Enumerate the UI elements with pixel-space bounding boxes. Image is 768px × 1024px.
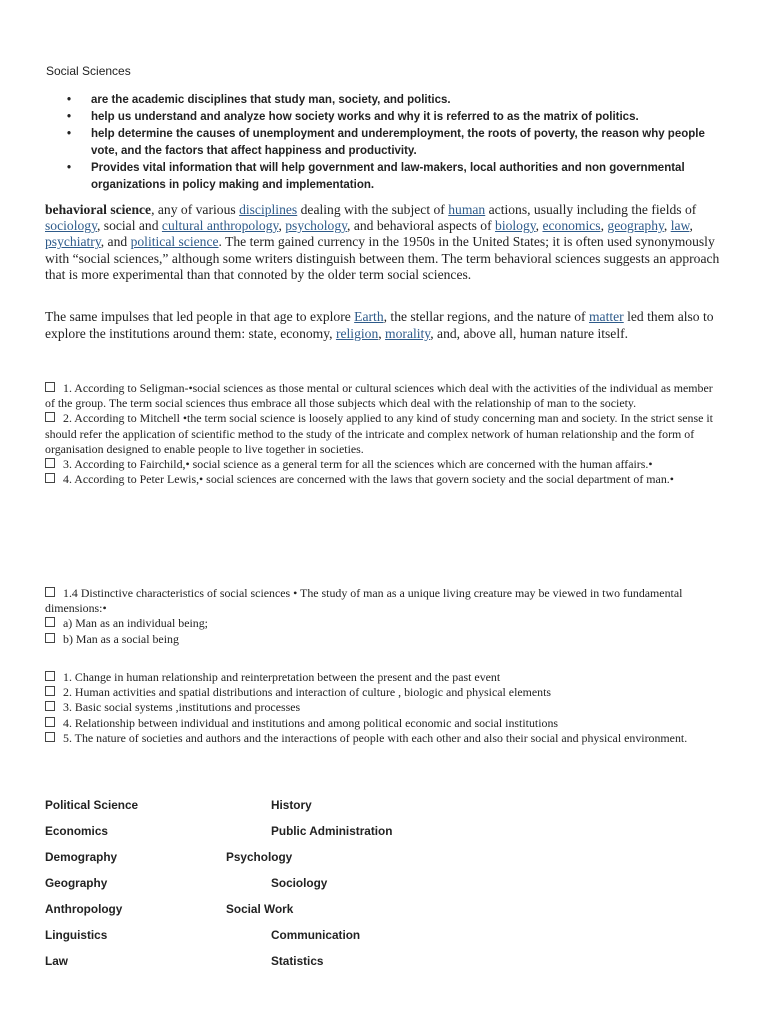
definition-item: 2. According to Mitchell •the term social science is loosely applied to any kind of study concerning man and society. In the strict sense it should refer the application of scientific method to the study of the intricate and complex network of human relationship and the form of organisation designed to enable people to live together in societies. — [45, 411, 713, 456]
bullet-dot-icon: • — [67, 128, 72, 140]
checkbox-icon — [45, 382, 55, 392]
link-psychiatry[interactable]: psychiatry — [45, 234, 101, 250]
bullet-item: • help determine the causes of unemployment and underemployment, the roots of poverty, the reason why people vote, and the factors that affect happiness and productivity. — [67, 128, 705, 157]
discipline-communication: Communication — [271, 928, 361, 942]
definition-item: 3. According to Fairchild,• social science as a general term for all the sciences which are concerned with the human affairs.• — [45, 457, 723, 472]
discipline-geography: Geography — [45, 876, 108, 890]
discipline-sociology: Sociology — [271, 876, 328, 890]
link-disciplines[interactable]: disciplines — [239, 202, 298, 217]
checkbox-icon — [45, 701, 55, 711]
link-psychology[interactable]: psychology — [285, 218, 348, 234]
discipline-economics: Economics — [45, 824, 108, 838]
link-religion[interactable]: religion — [335, 326, 379, 341]
discipline-history: History — [271, 798, 312, 812]
checkbox-icon — [45, 633, 55, 643]
characteristic-item: b) Man as a social being — [45, 632, 723, 647]
dimension-item: 4. Relationship between individual and institutions and among political economic and social institutions — [45, 716, 723, 731]
discipline-statistics: Statistics — [271, 954, 324, 968]
bullet-item: • help us understand and analyze how society works and why it is referred to as the matrix of politics. — [46, 109, 726, 126]
impulses-paragraph: The same impulses that led people in that age to explore Earth, the stellar regions, and the nature of matter led them also to explore the institutions around them: state, economy, religion, morality, and, above all, human nature itself. — [45, 309, 714, 341]
definition-item: 4. According to Peter Lewis,• social sciences are concerned with the laws that govern society and the social department of man.• — [45, 472, 723, 487]
checkbox-icon — [45, 412, 55, 422]
checkbox-icon — [45, 686, 55, 696]
link-morality[interactable]: morality — [385, 326, 431, 341]
link-biology[interactable]: biology — [495, 218, 536, 234]
behavioral-science-paragraph: behavioral science, any of various disciplines dealing with the subject of human actions, usually including the fields of sociology, social and cultural anthropology, psychology, and behavioral aspects of biology, economics, geography, law, psychiatry, and political science. The term gained currency in the 1950s in the United States; it is often used synonymously with “social sciences,” although some writers distinguish between them. The term behavioral sciences suggests an approach that is more experimental than that connoted by the older term social sciences. — [45, 202, 720, 282]
discipline-social-work: Social Work — [226, 902, 294, 916]
dimension-item: 1. Change in human relationship and reinterpretation between the present and the past event — [45, 670, 723, 685]
checkbox-icon — [45, 717, 55, 727]
dimension-item: 5. The nature of societies and authors and the interactions of people with each other and also their social and physical environment. — [45, 731, 723, 746]
discipline-linguistics: Linguistics — [45, 928, 108, 942]
discipline-political-science: Political Science — [45, 798, 139, 812]
checkbox-icon — [45, 473, 55, 483]
checkbox-icon — [45, 617, 55, 627]
bullet-item: • Provides vital information that will help government and law-makers, local authorities and non governmental organizations in policy making and implementation. — [67, 162, 685, 191]
link-political-science[interactable]: political science — [130, 234, 219, 250]
checkbox-icon — [45, 732, 55, 742]
dimension-item: 3. Basic social systems ,institutions and processes — [45, 700, 723, 715]
link-matter[interactable]: matter — [588, 309, 624, 324]
link-economics[interactable]: economics — [542, 218, 601, 234]
dimension-item: 2. Human activities and spatial distributions and interaction of culture , biologic and physical elements — [45, 685, 723, 700]
characteristic-item: a) Man as an individual being; — [45, 616, 723, 631]
bullet-dot-icon: • — [67, 162, 72, 174]
link-geography[interactable]: geography — [607, 218, 664, 234]
discipline-anthropology: Anthropology — [45, 902, 123, 916]
link-earth[interactable]: Earth — [354, 309, 384, 324]
characteristic-item: 1.4 Distinctive characteristics of social sciences • The study of man as a unique living creature may be viewed in two fundamental dimensions:• — [45, 586, 683, 616]
term-behavioral-science: behavioral science — [45, 202, 152, 217]
discipline-law: Law — [45, 954, 68, 968]
page-heading: Social Sciences — [46, 64, 131, 78]
checkbox-icon — [45, 587, 55, 597]
dimensions-list — [45, 670, 723, 746]
bullet-dot-icon: • — [67, 111, 72, 123]
link-cultural-anthropology[interactable]: cultural anthropology — [161, 218, 279, 234]
link-law[interactable]: law — [670, 218, 690, 234]
link-human[interactable]: human — [448, 202, 486, 217]
characteristics-list — [45, 586, 723, 647]
checkbox-icon — [45, 458, 55, 468]
definitions-list — [45, 381, 723, 487]
discipline-psychology: Psychology — [226, 850, 293, 864]
bullet-dot-icon: • — [67, 94, 72, 106]
bullet-list — [46, 92, 726, 194]
discipline-demography: Demography — [45, 850, 118, 864]
discipline-public-administration: Public Administration — [271, 824, 393, 838]
bullet-item: • are the academic disciplines that study man, society, and politics. — [46, 92, 726, 109]
definition-item: 1. According to Seligman-•social sciences as those mental or cultural sciences which deal with the activities of the individual as member of the group. The term social sciences thus embrace all those subjects which deal with the relationship of man to the society. — [45, 381, 713, 411]
checkbox-icon — [45, 671, 55, 681]
link-sociology[interactable]: sociology — [45, 218, 97, 234]
